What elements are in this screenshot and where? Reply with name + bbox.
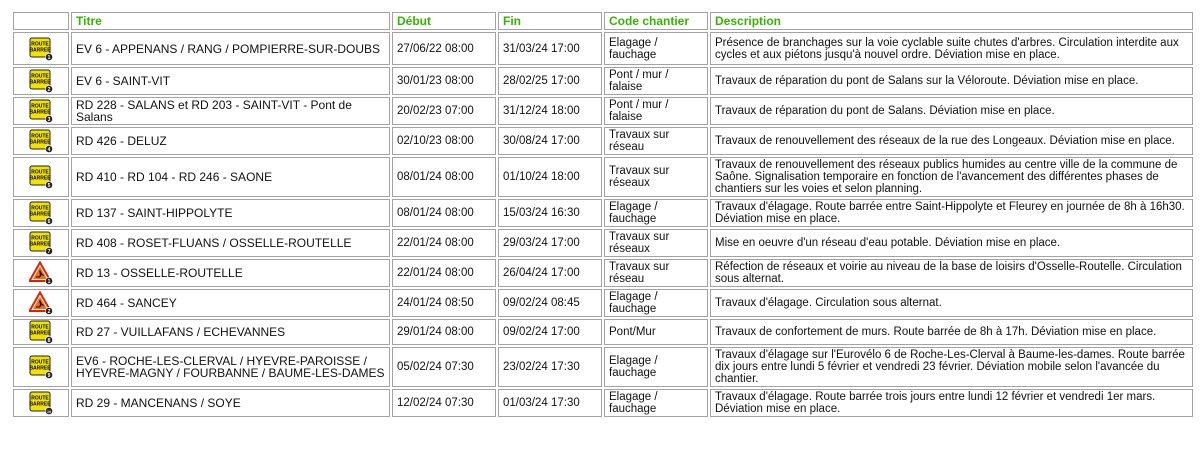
roadworks-table-container: [11, 10, 1195, 419]
row-fin: 01/03/24 17:30: [498, 389, 602, 417]
row-description: Travaux d'élagage. Circulation sous alternat.: [710, 289, 1193, 317]
header-titre[interactable]: Titre: [71, 12, 390, 30]
row-titre: EV6 - ROCHE-LES-CLERVAL / HYEVRE-PAROISSE / HYEVRE-MAGNY / FOURBANNE / BAUME-LES-DAMES: [71, 347, 390, 387]
row-debut: 22/01/24 08:00: [392, 229, 496, 257]
row-icon-cell: [13, 319, 69, 345]
row-description: Travaux d'élagage. Route barrée entre Saint-Hippolyte et Fleurey en journée de 8h à 16h30. Déviation mise en place.: [710, 199, 1193, 227]
sign-number: 5: [47, 182, 51, 189]
header-description[interactable]: Description: [710, 12, 1193, 30]
table-row[interactable]: [13, 289, 1193, 317]
table-row[interactable]: [13, 157, 1193, 197]
table-row[interactable]: [13, 229, 1193, 257]
sign-text-route: ROUTE: [31, 205, 49, 212]
sign-number: 7: [47, 248, 51, 255]
sign-text-route: ROUTE: [31, 324, 49, 331]
row-fin: 31/03/24 17:00: [498, 32, 602, 65]
sign-text-route: ROUTE: [31, 359, 49, 366]
row-titre: RD 408 - ROSET-FLUANS / OSSELLE-ROUTELLE: [71, 229, 390, 257]
row-description: Travaux de réparation du pont de Salans sur la Véloroute. Déviation mise en place.: [710, 67, 1193, 95]
row-debut: 27/06/22 08:00: [392, 32, 496, 65]
roadworks-warning-icon[interactable]: [29, 291, 53, 315]
row-code-chantier: Travaux sur réseaux: [604, 229, 708, 257]
row-titre: EV 6 - APPENANS / RANG / POMPIERRE-SUR-DOUBS: [71, 32, 390, 65]
row-description: Réfection de réseaux et voirie au niveau de la base de loisirs d'Osselle-Routelle. Circulation sous alternat.: [710, 259, 1193, 287]
sign-text-barree: BARREE: [29, 109, 51, 116]
sign-text-barree: BARREE: [29, 79, 51, 86]
sign-text-barree: BARREE: [29, 47, 51, 53]
table-row[interactable]: [13, 259, 1193, 287]
row-debut: 24/01/24 08:50: [392, 289, 496, 317]
row-titre: RD 410 - RD 104 - RD 246 - SAONE: [71, 157, 390, 197]
row-description: Travaux d'élagage sur l'Eurovélo 6 de Roche-Les-Clerval à Baume-les-dames. Route barrée dix jours entre lundi 5 février et vendredi 23 février. Déviation mobile selon l'avancée du chantier.: [710, 347, 1193, 387]
table-header-row: [13, 12, 1193, 30]
row-icon-cell: [13, 389, 69, 417]
row-code-chantier: Pont / mur / falaise: [604, 67, 708, 95]
row-fin: 09/02/24 17:00: [498, 319, 602, 345]
route-barree-icon[interactable]: [29, 391, 53, 415]
table-row[interactable]: [13, 32, 1193, 65]
sign-text-route: ROUTE: [31, 235, 49, 242]
header-fin[interactable]: Fin: [498, 12, 602, 30]
row-icon-cell: [13, 127, 69, 155]
sign-text-route: ROUTE: [31, 103, 49, 110]
row-titre: RD 464 - SANCEY: [71, 289, 390, 317]
sign-number: 2: [47, 308, 51, 315]
table-row[interactable]: [13, 199, 1193, 227]
sign-text-barree: BARREE: [29, 401, 51, 408]
sign-text-route: ROUTE: [31, 41, 49, 47]
row-fin: 29/03/24 17:00: [498, 229, 602, 257]
row-fin: 26/04/24 17:00: [498, 259, 602, 287]
row-titre: EV 6 - SAINT-VIT: [71, 67, 390, 95]
row-description: Travaux de renouvellement des réseaux de la rue des Longeaux. Déviation mise en place.: [710, 127, 1193, 155]
row-code-chantier: Elagage / fauchage: [604, 32, 708, 65]
sign-number: 1: [47, 278, 51, 285]
sign-number: 3: [47, 116, 51, 123]
table-row[interactable]: [13, 127, 1193, 155]
route-barree-icon[interactable]: [29, 355, 53, 379]
row-icon-cell: [13, 32, 69, 65]
sign-text-route: ROUTE: [31, 133, 49, 140]
row-icon-cell: [13, 67, 69, 95]
sign-text-barree: BARREE: [29, 139, 51, 146]
row-fin: 15/03/24 16:30: [498, 199, 602, 227]
row-code-chantier: Pont / mur / falaise: [604, 97, 708, 125]
row-description: Travaux d'élagage. Route barrée trois jours entre lundi 12 février et vendredi 1er mars. Déviation mise en place.: [710, 389, 1193, 417]
sign-number: 10: [47, 409, 51, 414]
sign-text-barree: BARREE: [29, 241, 51, 248]
row-fin: 31/12/24 18:00: [498, 97, 602, 125]
sign-number: 9: [47, 372, 51, 379]
row-titre: RD 27 - VUILLAFANS / ECHEVANNES: [71, 319, 390, 345]
row-titre: RD 426 - DELUZ: [71, 127, 390, 155]
roadworks-table: [11, 10, 1195, 419]
row-icon-cell: [13, 157, 69, 197]
row-code-chantier: Elagage / fauchage: [604, 289, 708, 317]
row-icon-cell: [13, 289, 69, 317]
sign-text-route: ROUTE: [31, 73, 49, 80]
row-titre: RD 13 - OSSELLE-ROUTELLE: [71, 259, 390, 287]
table-row[interactable]: [13, 67, 1193, 95]
row-code-chantier: Elagage / fauchage: [604, 347, 708, 387]
row-icon-cell: [13, 97, 69, 125]
route-barree-icon[interactable]: [29, 165, 53, 189]
row-debut: 02/10/23 08:00: [392, 127, 496, 155]
row-fin: 30/08/24 17:00: [498, 127, 602, 155]
sign-text-barree: BARREE: [29, 175, 51, 182]
roadworks-warning-icon[interactable]: [29, 261, 53, 285]
table-row[interactable]: [13, 97, 1193, 125]
sign-text-barree: BARREE: [29, 365, 51, 372]
route-barree-icon[interactable]: [29, 37, 53, 61]
route-barree-icon[interactable]: [29, 320, 53, 344]
row-fin: 28/02/25 17:00: [498, 67, 602, 95]
row-debut: 05/02/24 07:30: [392, 347, 496, 387]
table-row[interactable]: [13, 389, 1193, 417]
row-titre: RD 228 - SALANS et RD 203 - SAINT-VIT - Pont de Salans: [71, 97, 390, 125]
table-row[interactable]: [13, 347, 1193, 387]
sign-number: 6: [47, 218, 51, 225]
row-code-chantier: Travaux sur réseau: [604, 127, 708, 155]
header-debut[interactable]: Début: [392, 12, 496, 30]
row-code-chantier: Pont/Mur: [604, 319, 708, 345]
row-fin: 23/02/24 17:30: [498, 347, 602, 387]
sign-text-route: ROUTE: [31, 395, 49, 402]
row-description: Travaux de confortement de murs. Route barrée de 8h à 17h. Déviation mise en place.: [710, 319, 1193, 345]
header-code-chantier[interactable]: Code chantier: [604, 12, 708, 30]
row-debut: 29/01/24 08:00: [392, 319, 496, 345]
route-barree-icon[interactable]: [29, 231, 53, 255]
row-fin: 01/10/24 18:00: [498, 157, 602, 197]
sign-number: 4: [47, 146, 51, 153]
route-barree-icon[interactable]: [29, 69, 53, 93]
sign-number: 2: [47, 86, 51, 93]
row-debut: 30/01/23 08:00: [392, 67, 496, 95]
row-icon-cell: [13, 229, 69, 257]
row-fin: 09/02/24 08:45: [498, 289, 602, 317]
row-code-chantier: Travaux sur réseaux: [604, 157, 708, 197]
row-titre: RD 29 - MANCENANS / SOYE: [71, 389, 390, 417]
table-body: [13, 32, 1193, 417]
row-debut: 20/02/23 07:00: [392, 97, 496, 125]
route-barree-icon[interactable]: [29, 99, 53, 123]
table-row[interactable]: [13, 319, 1193, 345]
row-code-chantier: Travaux sur réseau: [604, 259, 708, 287]
route-barree-icon[interactable]: [29, 129, 53, 153]
row-code-chantier: Elagage / fauchage: [604, 199, 708, 227]
row-description: Travaux de renouvellement des réseaux publics humides au centre ville de la commune de Saône. Signalisation temporaire en fonction de l'avancement des différentes phases de chantiers sur les voies et selon planning.: [710, 157, 1193, 197]
header-icon: [13, 12, 69, 30]
row-icon-cell: [13, 259, 69, 287]
row-code-chantier: Elagage / fauchage: [604, 389, 708, 417]
row-debut: 08/01/24 08:00: [392, 199, 496, 227]
row-icon-cell: [13, 347, 69, 387]
row-debut: 22/01/24 08:00: [392, 259, 496, 287]
sign-number: 1: [47, 54, 51, 61]
row-debut: 12/02/24 07:30: [392, 389, 496, 417]
row-description: Présence de branchages sur la voie cyclable suite chutes d'arbres. Circulation interdite aux cycles et aux piétons jusqu'à nouvel ordre. Déviation mise en place.: [710, 32, 1193, 65]
sign-text-route: ROUTE: [31, 169, 49, 176]
row-description: Travaux de réparation du pont de Salans. Déviation mise en place.: [710, 97, 1193, 125]
sign-text-barree: BARREE: [29, 211, 51, 218]
row-icon-cell: [13, 199, 69, 227]
row-description: Mise en oeuvre d'un réseau d'eau potable. Déviation mise en place.: [710, 229, 1193, 257]
sign-number: 8: [47, 337, 51, 344]
route-barree-icon[interactable]: [29, 201, 53, 225]
row-titre: RD 137 - SAINT-HIPPOLYTE: [71, 199, 390, 227]
sign-text-barree: BARREE: [29, 330, 51, 337]
row-debut: 08/01/24 08:00: [392, 157, 496, 197]
